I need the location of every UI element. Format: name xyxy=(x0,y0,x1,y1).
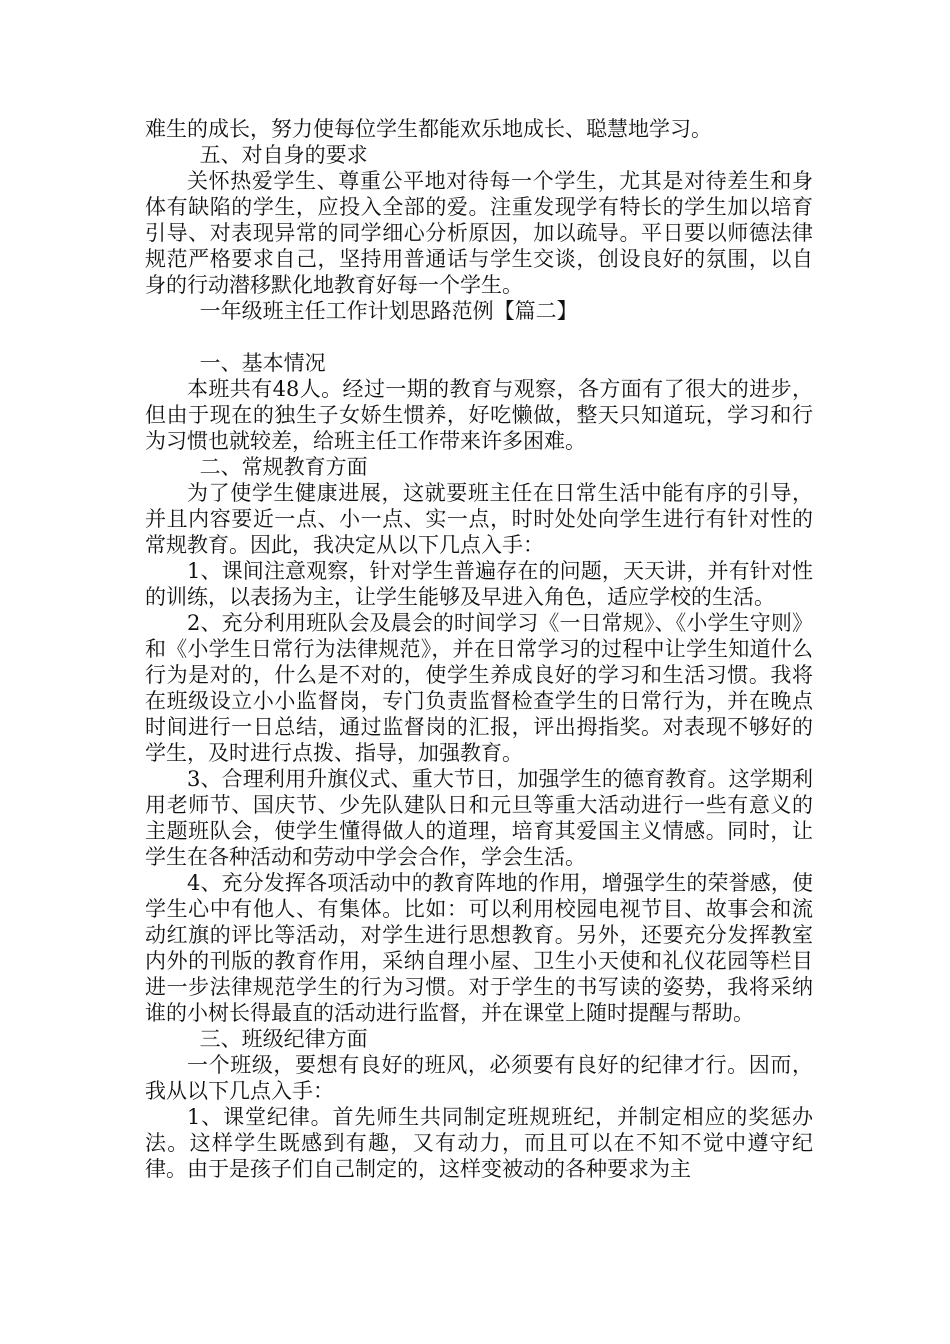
list-item-paragraph: 1、课间注意观察，针对学生普遍存在的问题，天天讲，并有针对性的训练，以表扬为主，让学生能够及早进入角色，适应学校的生活。 xyxy=(145,559,813,609)
article-title-part-two: 一年级班主任工作计划思路范例【篇二】 xyxy=(199,299,578,323)
section-heading-class-discipline: 三、班级纪律方面 xyxy=(199,1027,368,1051)
paragraph-continuation: 难生的成长，努力使每位学生都能欢乐地成长、聪慧地学习。 xyxy=(145,117,712,141)
paragraph: 关怀热爱学生、尊重公平地对待每一个学生，尤其是对待差生和身体有缺陷的学生，应投入全部的爱。注重发现学有特长的学生加以培育引导、对表现异常的同学细心分析原因，加以疏导。平日要以师德法律规范严格要求自己，坚持用普通话与学生交谈，创设良好的氛围，以自身的行动潜移默化地教育好每一个学生。 xyxy=(145,169,813,297)
paragraph: 一个班级，要想有良好的班风，必须要有良好的纪律才行。因而，我从以下几点入手： xyxy=(145,1053,813,1103)
list-item-paragraph: 2、充分利用班队会及晨会的时间学习《一日常规》、《小学生守则》和《小学生日常行为法律规范》，并在日常学习的过程中让学生知道什么行为是对的，什么是不对的，使学生养成良好的学习和生活习惯。我将在班级设立小小监督岗，专门负责监督检查学生的日常行为，并在晚点时间进行一日总结，通过监督岗的汇报，评出拇指奖。对表现不够好的学生，及时进行点拨、指导，加强教育。 xyxy=(145,611,813,765)
list-item-paragraph: 1、课堂纪律。首先师生共同制定班规班纪，并制定相应的奖惩办法。这样学生既感到有趣，又有动力，而且可以在不知不觉中遵守纪律。由于是孩子们自己制定的，这样变被动的各种要求为主 xyxy=(145,1105,813,1181)
paragraph: 本班共有48人。经过一期的教育与观察，各方面有了很大的进步，但由于现在的独生子女娇生惯养，好吃懒做，整天只知道玩，学习和行为习惯也就较差，给班主任工作带来许多困难。 xyxy=(145,377,813,453)
section-heading-self-requirements: 五、对自身的要求 xyxy=(199,143,368,167)
document-page xyxy=(145,116,813,1182)
section-heading-routine-education: 二、常规教育方面 xyxy=(199,455,368,479)
section-heading-basic-situation: 一、基本情况 xyxy=(199,351,326,375)
list-item-paragraph: 4、充分发挥各项活动中的教育阵地的作用，增强学生的荣誉感，使学生心中有他人、有集体。比如：可以利用校园电视节目、故事会和流动红旗的评比等活动，对学生进行思想教育。另外，还要充分发挥教室内外的刊版的教育作用，采纳自理小屋、卫生小天使和礼仪花园等栏目进一步法律规范学生的行为习惯。对于学生的书写读的姿势，我将采纳谁的小树长得最直的活动进行监督，并在课堂上随时提醒与帮助。 xyxy=(145,871,813,1025)
paragraph: 为了使学生健康进展，这就要班主任在日常生活中能有序的引导，并且内容要近一点、小一点、实一点，时时处处向学生进行有针对性的常规教育。因此，我决定从以下几点入手： xyxy=(145,481,813,557)
list-item-paragraph: 3、合理利用升旗仪式、重大节日，加强学生的德育教育。这学期利用老师节、国庆节、少先队建队日和元旦等重大活动进行一些有意义的主题班队会，使学生懂得做人的道理，培育其爱国主义情感。同时，让学生在各种活动和劳动中学会合作，学会生活。 xyxy=(145,767,813,869)
blank-line xyxy=(145,324,813,350)
